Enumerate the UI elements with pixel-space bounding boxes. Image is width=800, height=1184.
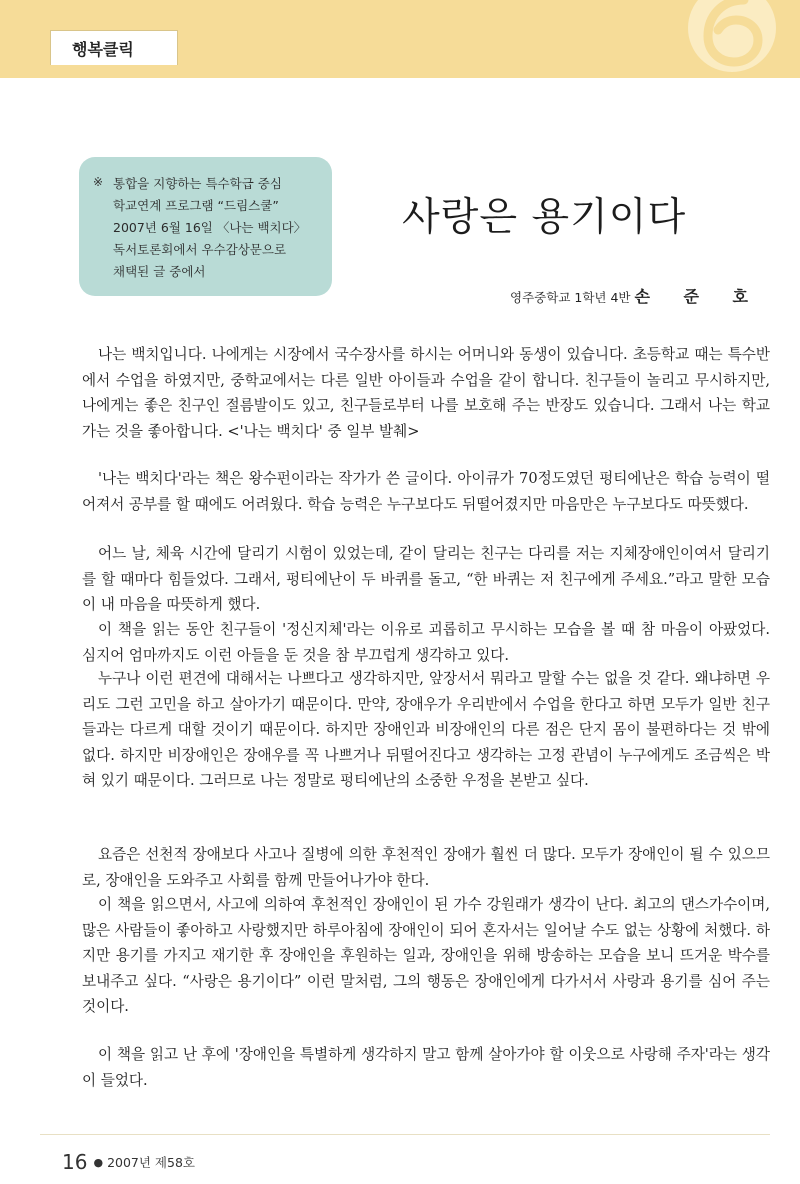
paragraph-3: 어느 날, 체육 시간에 달리기 시험이 있었는데, 같이 달리는 친구는 다리를 저는 지체장애인이여서 달리기를 할 때마다 힘들었다. 그래서, 펑티에난이 두 바퀴를 돌고, “한 바퀴는 저 친구에게 주세요.”라고 말한 모습이 내 마음을 따뜻하게 했다.	[82, 545, 770, 613]
section-tab	[50, 30, 178, 65]
note-line: 독서토론회에서 우수감상문으로	[113, 242, 287, 257]
note-line: 학교연계 프로그램 “드림스쿨”	[113, 198, 279, 213]
article-title: 사랑은 용기이다	[402, 195, 687, 240]
paragraph-7: 이 책을 읽으면서, 사고에 의하여 후천적인 장애인이 된 가수 강원래가 생각이 난다. 최고의 댄스가수이며, 많은 사람들이 좋아하고 사랑했지만 하루아침에 장애인이 되어 혼자서는 일어날 수도 없는 상황에 처했다. 하지만 용기를 가지고 재기한 후 장애인을 후원하는 일과, 장애인을 위해 방송하는 모습을 보니 뜨거운 박수를 보내주고 싶다. “사랑은 용기이다” 이런 말처럼, 그의 행동은 장애인에게 다가서서 사랑과 용기를 심어 주는 것이다.	[82, 896, 770, 1015]
paragraph-6: 요즘은 선천적 장애보다 사고나 질병에 의한 후천적인 장애가 훨씬 더 많다. 모두가 장애인이 될 수 있으므로, 장애인을 도와주고 사회를 함께 만들어나가야 한다.	[82, 846, 770, 889]
paragraph-8: 이 책을 읽고 난 후에 '장애인을 특별하게 생각하지 말고 함께 살아가야 할 이웃으로 사랑해 주자'라는 생각이 들었다.	[82, 1046, 770, 1089]
author-school: 영주중학교 1학년 4반	[510, 290, 631, 305]
paragraph-2: '나는 백치다'라는 책은 왕수펀이라는 작가가 쓴 글이다. 아이큐가 70정도였던 펑티에난은 학습 능력이 떨어져서 공부를 할 때에도 어려웠다. 학습 능력은 누구보다도 뒤떨어졌지만 마음만은 누구보다도 따뜻했다.	[82, 470, 770, 513]
author-name: 손 준 호	[634, 287, 762, 306]
note-line: 채택된 글 중에서	[113, 264, 206, 279]
paragraph-4: 이 책을 읽는 동안 친구들이 '정신지체'라는 이유로 괴롭히고 무시하는 모습을 볼 때 참 마음이 아팠었다. 심지어 엄마까지도 이런 아들을 둔 것을 참 부끄럽게 생각하고 있다.	[82, 621, 770, 664]
note-line: 통합을 지향하는 특수학급 중심	[113, 176, 282, 191]
note-mark: ※	[93, 175, 104, 189]
footer-divider	[40, 1134, 770, 1135]
page-footer	[62, 1150, 195, 1174]
paragraph-5: 누구나 이런 편견에 대해서는 나쁘다고 생각하지만, 앞장서서 뭐라고 말할 수는 없을 것 같다. 왜냐하면 우리도 그런 고민을 하고 살아가기 때문이다. 만약, 장애우가 우리반에서 수업을 한다고 하면 모두가 일반 친구들과는 다르게 대할 것이기 때문이다. 하지만 장애인과 비장애인의 다른 점은 단지 몸이 불편하다는 것 밖에 없다. 하지만 비장애인은 장애우를 꼭 나쁘거나 뒤떨어진다고 생각하는 고정 관념이 누구에게도 조금씩은 박혀 있기 때문이다. 그러므로 나는 정말로 펑티에난의 소중한 우정을 본받고 싶다.	[82, 670, 770, 789]
section-label: 행복클릭	[72, 40, 134, 59]
bullet-icon: ●	[93, 1156, 104, 1169]
paragraph-1: 나는 백치입니다. 나에게는 시장에서 국수장사를 하시는 어머니와 동생이 있습니다. 초등학교 때는 특수반에서 수업을 하였지만, 중학교에서는 다른 일반 아이들과 수업을 같이 합니다. 친구들이 놀리고 무시하지만, 나에게는 좋은 친구인 절름발이도 있고, 친구들로부터 나를 보호해 주는 반장도 있습니다. 그래서 나는 학교 가는 것을 좋아합니다. <'나는 백치다' 중 일부 발췌>	[82, 346, 770, 440]
issue-label: 2007년 제58호	[107, 1155, 195, 1170]
note-line: 2007년 6월 16일 〈나는 백치다〉	[113, 220, 307, 235]
page-number: 16	[62, 1150, 88, 1174]
byline	[510, 284, 762, 307]
header-logo-icon	[682, 0, 782, 78]
